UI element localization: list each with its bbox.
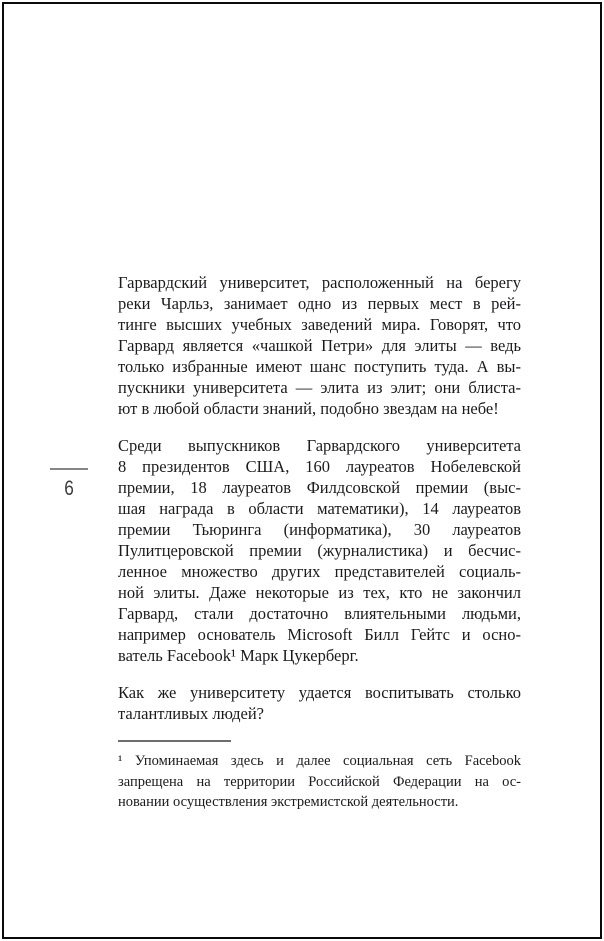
footnote-line: ¹ Упоминаемая здесь и далее социальная сеть Facebook [118,753,521,769]
text-block [118,272,521,813]
text-line: шая награда в области математики), 14 лауреатов [118,499,521,518]
text-line: например основатель Microsoft Билл Гейтс и осно- [118,625,521,644]
paragraph [118,682,521,724]
text-line: Как же университету удается воспитывать столько [118,683,521,702]
paragraph [118,435,521,666]
text-line: ленное множество других представителей социаль- [118,562,521,581]
text-line: Гарвард, стали достаточно влиятельными людьми, [118,604,521,623]
text-line: премии Тьюринга (информатика), 30 лауреатов [118,520,521,539]
text-line: Пулитцеровской премии (журналистика) и бесчис- [118,541,521,560]
text-line: ной элиты. Даже некоторые из тех, кто не закончил [118,583,521,602]
page-number-rule [50,468,88,470]
text-line: ют в любой области знаний, подобно звездам на небе! [118,399,499,418]
text-line: ватель Facebook¹ Марк Цукерберг. [118,646,359,665]
body-text [118,272,521,724]
footnote [118,751,521,813]
text-line: талантливых людей? [118,704,264,723]
text-line: Гарвардский университет, расположенный на берегу [118,273,521,292]
footnote-line: новании осуществления экстремистской деятельности. [118,794,459,810]
page-number: 6 [64,477,74,500]
page-number-block [50,468,88,500]
text-line: пускники университета — элита из элит; они блиста- [118,378,521,397]
text-line: премии, 18 лауреатов Филдсовской премии (выс- [118,478,521,497]
text-line: тинге высших учебных заведений мира. Говорят, что [118,315,521,334]
footnote-separator [118,740,231,742]
text-line: Гарвард является «чашкой Петри» для элиты — ведь [118,336,521,355]
text-line: 8 президентов США, 160 лауреатов Нобелевской [118,457,521,476]
text-line: Среди выпускников Гарвардского университета [118,436,521,455]
paragraph [118,272,521,419]
text-line: только избранные имеют шанс поступить туда. А вы- [118,357,521,376]
footnote-line: запрещена на территории Российской Федерации на ос- [118,773,521,790]
text-line: реки Чарльз, занимает одно из первых мест в рей- [118,294,521,313]
